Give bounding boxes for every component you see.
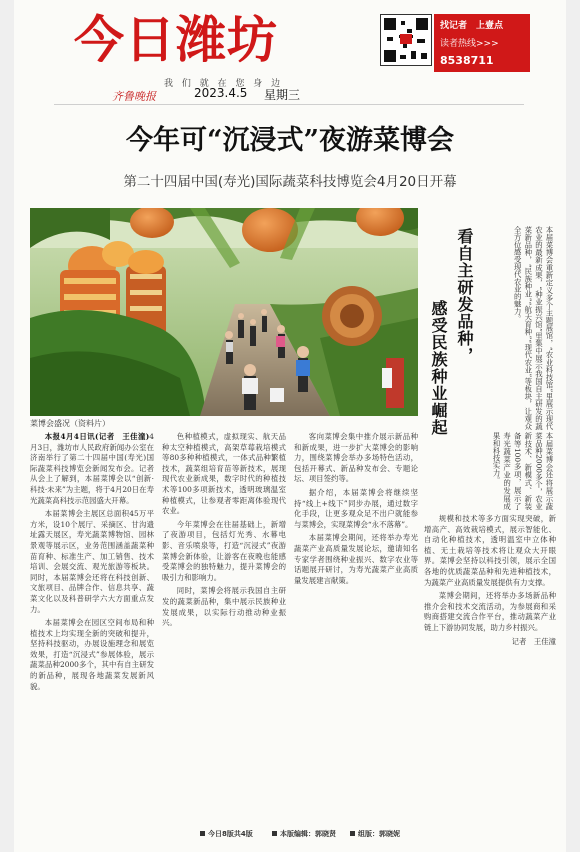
masthead bbox=[14, 0, 566, 103]
article-paragraph: 菜博会期间，还将举办多场新品种推介会和技术交流活动，为参展商和采购商搭建交流合作平台，推动蔬菜产业链上下游协同发展，助力乡村振兴。 bbox=[424, 591, 556, 632]
article-subhead: 第二十四届中国(寿光)国际蔬菜科技博览会4月20日开幕 bbox=[123, 174, 457, 190]
expo-photo bbox=[30, 208, 418, 416]
article-paragraph: 本届菜博会在园区空间布局和种植技术上均实现全新的突破和提升，坚持科技驱动，办展设施理念和展览效果，打造“沉浸式”参展体验，展示蔬菜品种2000多个，其中有自主研发的新品种，展现各地蔬菜发展新风貌。 bbox=[30, 618, 154, 691]
article-byline: 记者 王佳潼 bbox=[511, 636, 556, 646]
hotline-number[interactable]: 8538711 bbox=[440, 54, 494, 67]
article-paragraph: 客向菜博会集中推介展示新品种和新成果，进一步扩大菜博会的影响力，围绕菜博会举办多场特色活动，包括开幕式、新品种发布会、专题论坛、项目签约等。 bbox=[294, 432, 418, 484]
sidebar-column-intro-2 bbox=[484, 432, 554, 510]
article-column-4 bbox=[424, 514, 556, 816]
article-column-3 bbox=[294, 432, 418, 816]
article-paragraph: 本届菜博会主展区总面积45万平方米，设10个展厅、采摘区、甘沟遗址露天展区，寿光蔬菜博物馆、园林景观等展示区，业务范围涵盖蔬菜种苗育种、标准生产、加工销售、技术培训、会展交流、观光旅游等板块。同时，本届菜博会还将在科技创新、文旅项目、品牌合作、信息共享、蔬菜文化以及科普研学六大方面重点发力。 bbox=[30, 509, 154, 614]
article-paragraph: 色种植模式，虚拟现实、航天品种太空种植模式，高架草莓栽培模式等80多种种植模式，一体式品种繁植技术，蔬菜组培育苗等新技术，展现现代农业新成果，数字时代的种植技术等100多项新技术，透明玻璃温室种植模式，让参观者零距离体验现代农业。 bbox=[162, 432, 286, 516]
masthead-brand-logo: 齐鲁晚报 bbox=[112, 90, 156, 103]
footer-pages: 今日8版共4版 bbox=[208, 830, 253, 838]
article-column-2 bbox=[162, 432, 286, 816]
sidebar-title-line1: 看自主研发品种， bbox=[455, 228, 474, 364]
hotline-prompt: 读者热线>>> bbox=[440, 39, 499, 49]
masthead-title: 今日潍坊 bbox=[74, 11, 278, 69]
sidebar-title-line2: 感受民族种业崛起 bbox=[429, 300, 448, 436]
article-lead: 本报4月4日讯(记者 王佳潼) bbox=[44, 432, 150, 441]
footer-editor: 本版编辑：郭晓贤 bbox=[280, 830, 336, 838]
footer-layout: 组版：郭晓妮 bbox=[358, 830, 400, 838]
sidebar-title bbox=[422, 226, 480, 478]
sidebar-column-intro bbox=[484, 226, 554, 430]
reader-hotline-box bbox=[434, 14, 530, 72]
qr-code-icon[interactable] bbox=[380, 14, 432, 66]
masthead-slogan: 我 们 就 在 您 身 边 bbox=[164, 79, 284, 89]
hotline-label: 找记者 上壹点 bbox=[440, 21, 504, 31]
sidebar-para: 本届菜博会还将展示蔬菜品种2000多个，农业新技术、新模式、新装备等100多项，展示了寿光蔬菜产业的发展成果和科技实力。 bbox=[492, 432, 554, 510]
article-paragraph: 据介绍，本届菜博会将继续坚持“线上+线下”同步办展，通过数字化手段，让更多观众足不出户就能参与菜博会，实现菜博会“永不落幕”。 bbox=[294, 487, 418, 529]
issue-date: 2023.4.5 bbox=[194, 86, 248, 100]
article-paragraph: 今年菜博会在往届基础上，新增了夜游项目，包括灯光秀、水幕电影、音乐喷泉等，打造“沉浸式”夜游菜博会新体验，让游客在夜晚也能感受菜博会的独特魅力，提升菜博会的吸引力和影响力。 bbox=[162, 519, 286, 582]
sidebar-para: 本届菜博会重新定义多个主题展馆，“农业科技馆”里展示现代农业的最新成果，“种业振兴馆”里集中展示我国自主研发的蔬菜新品种，“民族种业”“航天育种”“现代农业”等板块，让观众全方位感受现代农业的魅力。 bbox=[513, 226, 554, 430]
masthead-divider bbox=[54, 104, 524, 105]
newspaper-page bbox=[14, 0, 566, 852]
page-footer bbox=[14, 826, 566, 844]
article-headline: 今年可“沉浸式”夜游菜博会 bbox=[125, 125, 455, 156]
article-paragraph: 规模和技术等多方面实现突破，新增高产、高效栽培模式，展示智能化、自动化种植技术，透明温室中立体种植、无土栽培等技术将让观众大开眼界。菜博会坚持以科技引领，展示全国各地的优质蔬菜品种和先进种植技术，为蔬菜产业高质量发展提供有力支撑。 bbox=[424, 514, 556, 587]
article-paragraph: 同时，菜博会将展示我国自主研发的蔬菜新品种，集中展示民族种业发展成果，以实际行动推动种业振兴。 bbox=[162, 586, 286, 628]
article-paragraph: 4月3日，潍坊市人民政府新闻办公室在济南举行了第二十四届中国(寿光)国际蔬菜科技博览会新闻发布会。记者从会上了解到，本届菜博会以“创新·科技·未来”为主题，将于4月20日在寿光蔬菜高科技示范园盛大开幕。 bbox=[30, 432, 154, 505]
article-column-1 bbox=[30, 432, 154, 816]
photo-caption: 菜博会盛况（资料片） bbox=[30, 419, 110, 428]
expo-photo-illustration bbox=[30, 208, 418, 416]
issue-weekday: 星期三 bbox=[264, 88, 301, 102]
article-paragraph: 本届菜博会期间，还将举办寿光蔬菜产业高质量发展论坛，邀请知名专家学者围绕种业振兴、数字农业等话题展开研讨，为寿光蔬菜产业高质量发展建言献策。 bbox=[294, 533, 418, 585]
